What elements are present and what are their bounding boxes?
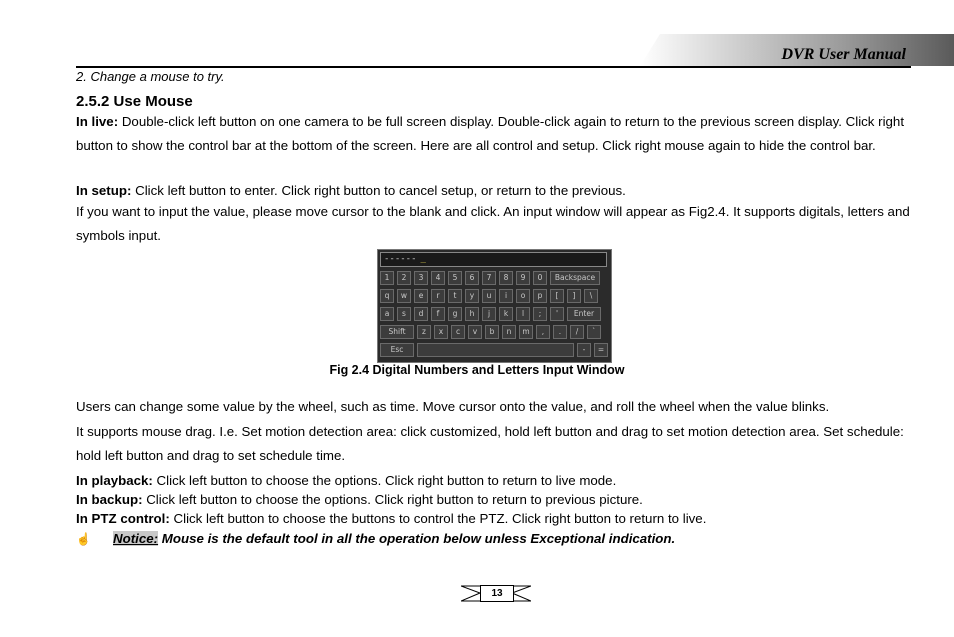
keyboard-key[interactable]: , (536, 325, 550, 339)
wheel-paragraph: Users can change some value by the wheel, such as time. Move cursor onto the value, and roll the wheel when the value blinks. (76, 399, 830, 414)
keyboard-key[interactable]: a (380, 307, 394, 321)
keyboard-key[interactable]: o (516, 289, 530, 303)
keyboard-key[interactable]: ` (587, 325, 601, 339)
keyboard-key[interactable]: ' (550, 307, 564, 321)
keyboard-key[interactable]: q (380, 289, 394, 303)
keyboard-row-2 (380, 289, 598, 303)
playback-text: Click left button to choose the options. Click right button to return to live mode. (152, 473, 617, 488)
keyboard-key[interactable]: c (451, 325, 465, 339)
notice-label: Notice: (113, 531, 159, 546)
setup-label: In setup: (76, 183, 132, 198)
keyboard-key[interactable]: h (465, 307, 479, 321)
keyboard-key[interactable]: u (482, 289, 496, 303)
keyboard-key[interactable]: ] (567, 289, 581, 303)
ptz-text: Click left button to choose the buttons to control the PTZ. Click right button to return to live. (169, 511, 707, 526)
keyboard-key[interactable]: Enter (567, 307, 601, 321)
header-title: DVR User Manual (781, 46, 906, 63)
keyboard-key[interactable]: Backspace (550, 271, 600, 285)
keyboard-key[interactable]: s (397, 307, 411, 321)
keyboard-key[interactable]: / (570, 325, 584, 339)
playback-label: In playback: (76, 473, 153, 488)
keyboard-row-5 (380, 343, 608, 357)
header-rule (76, 66, 911, 68)
keyboard-key[interactable]: 4 (431, 271, 445, 285)
keyboard-key[interactable]: 6 (465, 271, 479, 285)
backup-text: Click left button to choose the options. Click right button to return to previous picture. (142, 492, 643, 507)
keyboard-key[interactable]: z (417, 325, 431, 339)
keyboard-key[interactable]: ; (533, 307, 547, 321)
keyboard-key[interactable]: t (448, 289, 462, 303)
keyboard-key[interactable]: 8 (499, 271, 513, 285)
keyboard-key[interactable]: f (431, 307, 445, 321)
keyboard-key[interactable]: Shift (380, 325, 414, 339)
live-text: Double-click left button on one camera to be full screen display. Double-click again to return to the previous screen display. Click right button to show the control bar at the bottom of the screen. Here are all control and setup. Click right mouse again to hide the control bar. (76, 114, 905, 153)
keyboard-key[interactable]: m (519, 325, 533, 339)
keyboard-field-value: ------ (384, 254, 417, 264)
keyboard-input-field (380, 252, 607, 267)
input-paragraph: If you want to input the value, please move cursor to the blank and click. An input window will appear as Fig2.4. It supports digitals, letters and symbols input. (76, 204, 910, 243)
keyboard-key[interactable]: 2 (397, 271, 411, 285)
notice-text: Mouse is the default tool in all the operation below unless Exceptional indication. (158, 531, 676, 546)
keyboard-key[interactable]: i (499, 289, 513, 303)
backup-paragraph (76, 492, 643, 507)
keyboard-key[interactable]: 9 (516, 271, 530, 285)
keyboard-key[interactable]: 3 (414, 271, 428, 285)
figure-caption: Fig 2.4 Digital Numbers and Letters Input Window (329, 363, 625, 377)
section-title: 2.5.2 Use Mouse (76, 93, 193, 110)
playback-paragraph (76, 473, 616, 488)
keyboard-row-3 (380, 307, 601, 321)
keyboard-key[interactable]: y (465, 289, 479, 303)
keyboard-key[interactable]: v (468, 325, 482, 339)
notice (113, 531, 675, 546)
keyboard-key[interactable]: [ (550, 289, 564, 303)
keyboard-key[interactable]: j (482, 307, 496, 321)
ptz-label: In PTZ control: (76, 511, 170, 526)
backup-label: In backup: (76, 492, 143, 507)
keyboard-key[interactable]: r (431, 289, 445, 303)
keyboard-key[interactable]: 7 (482, 271, 496, 285)
pointing-hand-icon: ☝ (76, 532, 91, 546)
live-paragraph (76, 110, 916, 158)
setup-paragraph (76, 183, 626, 198)
keyboard-row-1 (380, 271, 600, 285)
keyboard-key[interactable]: x (434, 325, 448, 339)
keyboard-key[interactable]: Esc (380, 343, 414, 357)
page-number-badge (461, 582, 531, 604)
live-label: In live: (76, 114, 119, 129)
setup-text: Click left button to enter. Click right button to cancel setup, or return to the previous. (131, 183, 626, 198)
keyboard-key[interactable]: k (499, 307, 513, 321)
ptz-paragraph (76, 511, 706, 526)
keyboard-key[interactable]: w (397, 289, 411, 303)
keyboard-key[interactable]: = (594, 343, 608, 357)
keyboard-key[interactable]: p (533, 289, 547, 303)
keyboard-key[interactable]: 5 (448, 271, 462, 285)
keyboard-row-4 (380, 325, 601, 339)
input-keyboard-figure (377, 249, 612, 363)
keyboard-key[interactable]: e (414, 289, 428, 303)
page-number: 13 (480, 585, 514, 602)
keyboard-key[interactable]: 1 (380, 271, 394, 285)
keyboard-key[interactable]: \ (584, 289, 598, 303)
keyboard-key[interactable]: l (516, 307, 530, 321)
text-cursor-icon: _ (420, 254, 426, 264)
keyboard-key[interactable]: n (502, 325, 516, 339)
keyboard-key[interactable]: - (577, 343, 591, 357)
keyboard-key[interactable]: g (448, 307, 462, 321)
keyboard-key[interactable]: . (553, 325, 567, 339)
intro-line: 2. Change a mouse to try. (76, 69, 225, 84)
keyboard-key[interactable]: 0 (533, 271, 547, 285)
keyboard-key[interactable]: b (485, 325, 499, 339)
keyboard-key[interactable]: d (414, 307, 428, 321)
keyboard-key[interactable] (417, 343, 574, 357)
drag-paragraph: It supports mouse drag. I.e. Set motion detection area: click customized, hold left button and drag to set motion detection area. Set schedule: hold left button and drag to set schedule time. (76, 424, 904, 463)
